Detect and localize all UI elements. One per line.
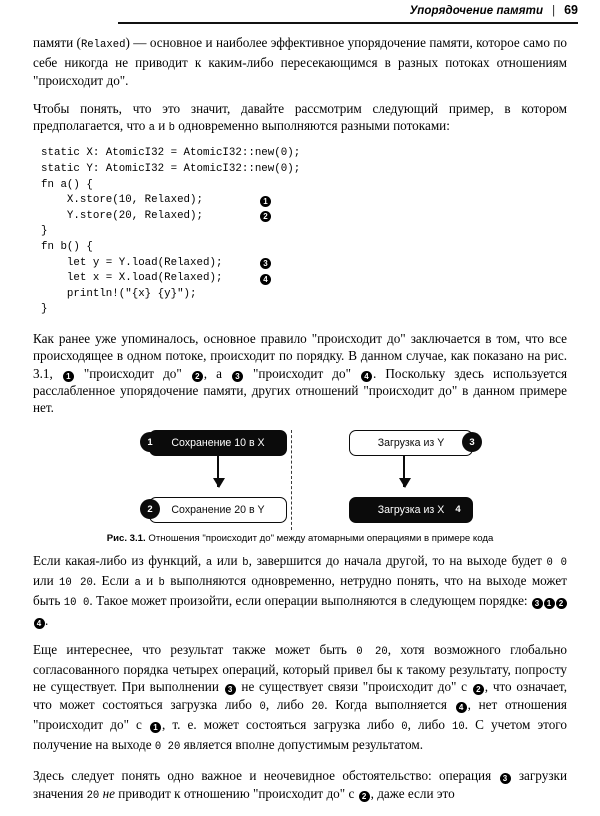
code-line-text: } (41, 303, 48, 316)
code-line-text: fn b() { (41, 241, 93, 254)
order-marker-3: 2 (556, 598, 567, 609)
p4-value-3: 10 0 (63, 597, 90, 610)
p6-inline-marker-3: 3 (500, 773, 511, 784)
figure-arrow-3-to-4 (403, 456, 405, 487)
figure-thread-divider (291, 430, 292, 530)
p2-text-b: одновременно выполняются разными потоками: (175, 118, 450, 134)
p5-text-k: является вполне допустимым результатом. (180, 737, 423, 753)
p5-text-e: , либо (265, 696, 312, 712)
p6-text-d: , даже если это (370, 785, 455, 801)
p4-text-g: выполняются одновременно, нетрудно понять, что на выходе может быть (33, 572, 567, 609)
p4-code-a: a (205, 556, 213, 569)
p5-text-a: Еще интереснее, что результат также может быть (33, 641, 357, 657)
p4-text-h: . Такое может произойти, если операции выполняются в следующем порядке: (89, 593, 532, 609)
figure-node-label: Загрузка из X (377, 503, 445, 516)
p1-inline-code-relaxed: Relaxed (80, 39, 126, 51)
p2-text-a: Чтобы понять, что это значит, давайте рассмотрим следующий пример, в котором предполагается, что (33, 100, 567, 134)
figure-node-store-10-x (149, 430, 287, 456)
p3-text-b: "происходит до" (74, 365, 191, 381)
p3-text-d: "происходит до" (244, 365, 360, 381)
figure-node-store-20-y (149, 497, 287, 523)
p2-inline-code-b: b (168, 122, 175, 135)
p5-text-i: , либо (407, 716, 453, 732)
code-line-text: let x = X.load(Relaxed); (41, 272, 223, 285)
figure-caption-text: Отношения "происходит до" между атомарными операциями в примере кода (148, 532, 494, 544)
p6-value-1: 20 (86, 789, 100, 802)
figure-node-badge-2: 2 (140, 499, 160, 519)
inline-marker-3: 3 (232, 371, 243, 382)
paragraph-inconsistent-order (33, 641, 567, 757)
order-marker-4: 4 (34, 618, 45, 629)
p2-text-mid: и (154, 118, 169, 134)
p4-text-i: . (45, 613, 49, 629)
paragraph-happens-before-rule (33, 330, 567, 416)
code-callout-badge-1: 1 (260, 196, 271, 207)
figure-node-load-x (349, 497, 473, 523)
p4-text-d: или (33, 572, 60, 588)
figure-caption-label: Рис. 3.1. (106, 532, 146, 544)
paragraph-relaxed-intro (33, 34, 567, 89)
p5-text-j: . С учетом этого получение на выходе (33, 716, 567, 753)
p5-text-c: не существует связи "происходит до" с (236, 679, 472, 695)
code-line (41, 209, 567, 225)
code-line-text: Y.store(20, Relaxed); (41, 209, 203, 222)
p5-text-h: , т. е. может состояться загрузка либо (162, 716, 402, 732)
p4-text-c: , завершится до начала другой, то на выходе будет (248, 552, 547, 568)
order-marker-1: 3 (532, 598, 543, 609)
code-line (41, 162, 567, 178)
p4-code-b: b (242, 556, 249, 569)
p5-value-2: 0 (259, 700, 266, 713)
p5-value-6: 0 20 (154, 741, 181, 754)
paragraph-example-lead (33, 100, 567, 138)
code-line (41, 240, 567, 256)
figure-node-label: Сохранение 20 в Y (171, 503, 265, 516)
code-line (41, 178, 567, 194)
p5-inline-marker-3: 3 (225, 684, 236, 695)
header-separator: | (552, 5, 556, 17)
figure-arrow-1-to-2 (217, 456, 219, 487)
code-callout-badge-4: 4 (260, 274, 271, 285)
code-line-text: println!("{x} {y}"); (41, 287, 197, 300)
p5-text-g: , нет отношения "происходит до" с (33, 696, 567, 732)
p5-inline-marker-1: 1 (150, 722, 161, 733)
p3-text-c: , а (203, 365, 232, 381)
code-line-text: } (41, 225, 48, 238)
p2-inline-code-a: a (148, 122, 155, 135)
code-line (41, 224, 567, 240)
inline-marker-1: 1 (63, 371, 74, 382)
p4-text-b: или (212, 552, 243, 568)
p5-value-5: 10 (452, 720, 465, 733)
p5-text-d: , что означает, что может состояться загрузка либо (33, 679, 567, 712)
book-section-title: Упорядочение памяти (409, 5, 544, 17)
paragraph-important-note (33, 767, 567, 805)
code-line (41, 271, 567, 287)
p6-inline-marker-2: 2 (359, 791, 370, 802)
p4-value-1: 0 0 (546, 556, 568, 569)
p4-value-2: 10 20 (59, 576, 93, 589)
p4-code-d: b (158, 576, 165, 589)
paragraph-outputs (33, 552, 567, 630)
p5-inline-marker-4: 4 (456, 702, 467, 713)
p6-emphasis-ne: не (102, 785, 115, 801)
figure-node-badge-1: 1 (140, 432, 160, 452)
figure-node-label: Сохранение 10 в X (171, 436, 265, 449)
code-block (33, 146, 567, 318)
p5-text-b: , хотя возможного глобально согласованного порядка четырех операций, который привел бы к такому результату, попросту не существует. При выполнении (33, 641, 567, 695)
p5-value-1: 0 20 (356, 645, 388, 658)
p5-value-4: 0 (401, 720, 408, 733)
p1-text-a: памяти ( (33, 35, 81, 50)
p6-text-b: загрузки значения (33, 768, 567, 801)
code-callout-badge-2: 2 (260, 211, 271, 222)
p1-text-b: ) — основное и наиболее эффективное упорядочение памяти, которое само по себе никогда не приводит к каким-либо пересекающимся в разных потоках отношениям "происходит до". (33, 35, 567, 88)
p3-text-a: Как ранее уже упоминалось, основное правило "происходит до" заключается в том, что все происходящее в одном потоке, происходит по порядку. В данном случае, как показано на рис. 3.1, (33, 331, 567, 381)
header-rule (118, 22, 578, 24)
p4-text-f: и (140, 572, 159, 588)
figure-node-label: Загрузка из Y (377, 436, 445, 449)
code-line-text: static Y: AtomicI32 = AtomicI32::new(0); (41, 163, 301, 176)
code-line-text: let y = Y.load(Relaxed); (41, 256, 223, 269)
p5-value-3: 20 (311, 700, 325, 713)
header-inner (410, 0, 578, 17)
page-content (33, 34, 567, 816)
p5-text-f: . Когда выполняется (324, 696, 455, 712)
p6-text-a: Здесь следует понять одно важное и неочевидное обстоятельство: операция (33, 768, 499, 784)
code-line (41, 146, 567, 162)
code-line (41, 256, 567, 272)
code-line-text: fn a() { (41, 178, 93, 191)
figure-node-load-y (349, 430, 473, 456)
page-number: 69 (564, 3, 578, 17)
order-marker-2: 1 (544, 598, 555, 609)
p4-text-e: . Если (92, 572, 135, 588)
p4-text-a: Если какая-либо из функций, (33, 552, 206, 568)
p5-inline-marker-2: 2 (473, 684, 484, 695)
code-line-text: X.store(10, Relaxed); (41, 194, 203, 207)
p3-text-e: . Поскольку здесь используется расслабленное упорядочение памяти, других отношений "происходит до" в данном примере нет. (33, 365, 568, 416)
p4-code-c: a (134, 576, 141, 589)
figure-3-1 (33, 428, 567, 550)
figure-node-badge-4: 4 (455, 503, 461, 515)
code-callout-badge-3: 3 (260, 258, 271, 269)
inline-marker-2: 2 (192, 371, 203, 382)
code-line-text: static X: AtomicI32 = AtomicI32::new(0); (41, 147, 301, 160)
figure-caption (33, 532, 567, 545)
code-line (41, 193, 567, 209)
code-line (41, 302, 567, 318)
figure-node-badge-3: 3 (462, 432, 482, 452)
code-line (41, 287, 567, 303)
inline-marker-4: 4 (361, 371, 372, 382)
p6-text-c: приводит к отношению "происходит до" с (114, 785, 358, 801)
